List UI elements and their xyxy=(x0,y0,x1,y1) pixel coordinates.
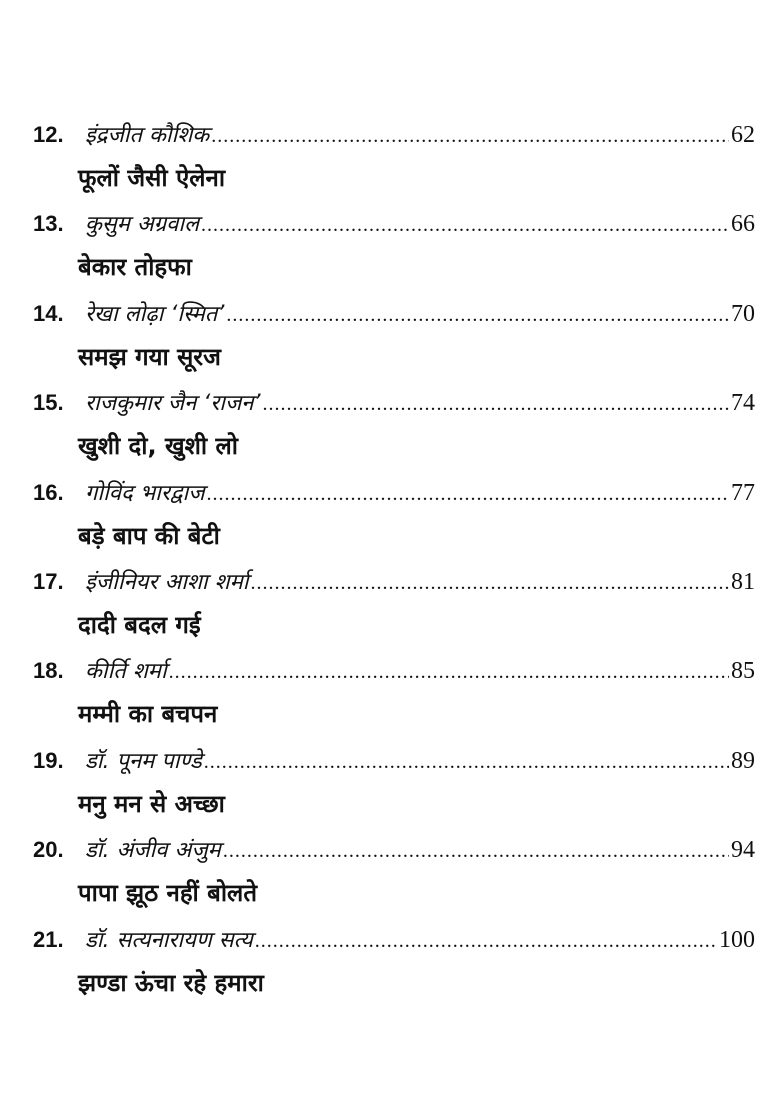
dot-leader xyxy=(250,562,729,604)
dot-leader xyxy=(211,115,729,157)
dot-leader xyxy=(223,830,729,872)
author-line xyxy=(33,472,755,514)
author-name: कुसुम अग्रवाल xyxy=(85,212,199,238)
author-line xyxy=(33,114,755,156)
story-title: बड़े बाप की बेटी xyxy=(78,521,220,550)
author-line xyxy=(33,740,755,782)
dot-leader xyxy=(255,920,717,962)
toc-entry xyxy=(33,919,755,1008)
story-title: बेकार तोहफा xyxy=(78,253,192,282)
dot-leader xyxy=(226,294,729,336)
toc-entry xyxy=(33,114,755,203)
page-number: 62 xyxy=(731,122,755,148)
page-number: 74 xyxy=(731,390,755,417)
table-of-contents xyxy=(33,114,755,1008)
page-number: 77 xyxy=(731,479,755,506)
story-title: पापा झूठ नहीं बोलते xyxy=(78,879,258,908)
author-name: डॉ. अंजीव अंजुम xyxy=(85,838,221,864)
author-line xyxy=(33,293,755,335)
entry-number: 20. xyxy=(33,837,64,863)
dot-leader xyxy=(263,383,729,425)
page-number: 89 xyxy=(731,747,755,774)
toc-entry xyxy=(33,740,755,829)
toc-entry xyxy=(33,382,755,471)
author-name: डॉ. सत्यनारायण सत्य xyxy=(85,927,253,953)
story-title: समझ गया सूरज xyxy=(78,342,221,371)
page-number: 81 xyxy=(731,568,755,595)
author-line xyxy=(33,919,755,961)
dot-leader xyxy=(207,473,729,515)
page-number: 66 xyxy=(731,211,755,238)
page-number: 94 xyxy=(731,837,755,864)
story-title: दादी बदल गई xyxy=(78,610,201,639)
author-name: इंद्रजीत कौशिक xyxy=(85,123,210,148)
author-line xyxy=(33,382,755,424)
dot-leader xyxy=(204,741,729,783)
author-name: कीर्ति शर्मा xyxy=(85,659,167,685)
story-title: फूलों जैसी ऐलेना xyxy=(78,164,226,192)
page-number: 70 xyxy=(731,300,755,327)
author-line xyxy=(33,203,755,245)
toc-entry xyxy=(33,203,755,292)
entry-number: 19. xyxy=(33,747,64,773)
toc-entry xyxy=(33,561,755,650)
toc-entry xyxy=(33,472,755,561)
entry-number: 17. xyxy=(33,568,64,594)
author-name: डॉ. पूनम पाण्डे xyxy=(85,748,202,774)
entry-number: 16. xyxy=(33,479,64,505)
author-line xyxy=(33,829,755,871)
entry-number: 14. xyxy=(33,300,64,326)
dot-leader xyxy=(169,651,729,693)
story-title: झण्डा ऊंचा रहे हमारा xyxy=(78,968,264,997)
page-number: 100 xyxy=(719,926,755,953)
author-name: गोविंद भारद्वाज xyxy=(85,480,205,506)
story-title: मनु मन से अच्छा xyxy=(78,789,225,818)
page-number: 85 xyxy=(731,658,755,685)
author-name: राजकुमार जैन ‘राजन’ xyxy=(85,391,261,417)
toc-entry xyxy=(33,650,755,739)
story-title: मम्मी का बचपन xyxy=(78,700,218,729)
entry-number: 18. xyxy=(33,658,64,684)
author-name: रेखा लोढ़ा ‘स्मित’ xyxy=(85,301,225,327)
author-name: इंजीनियर आशा शर्मा xyxy=(85,569,249,595)
entry-number: 15. xyxy=(33,390,64,416)
author-line xyxy=(33,650,755,692)
toc-entry xyxy=(33,293,755,382)
story-title: खुशी दो, खुशी लो xyxy=(78,432,238,461)
dot-leader xyxy=(201,204,729,246)
entry-number: 12. xyxy=(33,122,64,147)
entry-number: 21. xyxy=(33,926,64,952)
author-line xyxy=(33,561,755,603)
toc-entry xyxy=(33,829,755,918)
entry-number: 13. xyxy=(33,211,64,237)
